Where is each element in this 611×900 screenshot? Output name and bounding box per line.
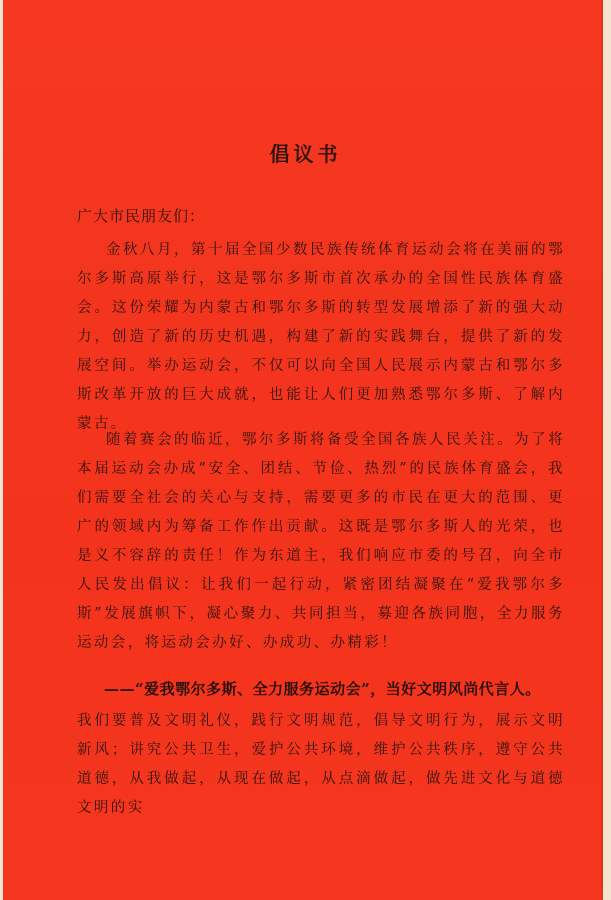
slogan-heading: ——“爱我鄂尔多斯、全力服务运动会”，当好文明风尚代言人。 [104,680,541,698]
paragraph-1: 金秋八月，第十届全国少数民族传统体育运动会将在美丽的鄂尔多斯高原举行，这是鄂尔多斯市首次承办的全国性民族体育盛会。这份荣耀为内蒙古和鄂尔多斯的转型发展增添了新的强大动力，创造了新的历史机遇，构建了新的实践舞台，提供了新的发展空间。举办运动会，不仅可以向全国人民展示内蒙古和鄂尔多斯改革开放的巨大成就，也能让人们更加熟悉鄂尔多斯、了解内蒙古。 [77,242,565,432]
paragraph-2: 随着赛会的临近，鄂尔多斯将备受全国各族人民关注。为了将本届运动会办成“安全、团结、节俭、热烈”的民族体育盛会，我们需要全社会的关心与支持，需要更多的市民在更大的范围、更广的领域内为筹备工作作出贡献。这既是鄂尔多斯人的光荣，也是义不容辞的责任！作为东道主，我们响应市委的号召，向全市人民发出倡议：让我们一起行动，紧密团结凝聚在“爱我鄂尔多斯”发展旗帜下，凝心聚力、共同担当，募迎各族同胞，全力服务运动会，将运动会办好、办成功、办精彩！ [77,432,565,651]
paragraph-3: 我们要普及文明礼仪，践行文明规范，倡导文明行为，展示文明新风；讲究公共卫生，爱护公共环境，维护公共秩序，遵守公共道德，从我做起，从现在做起，从点滴做起，做先进文化与道德文明的实 [77,713,565,816]
document-title: 倡议书 [269,142,342,166]
salutation: 广大市民朋友们： [77,207,206,225]
